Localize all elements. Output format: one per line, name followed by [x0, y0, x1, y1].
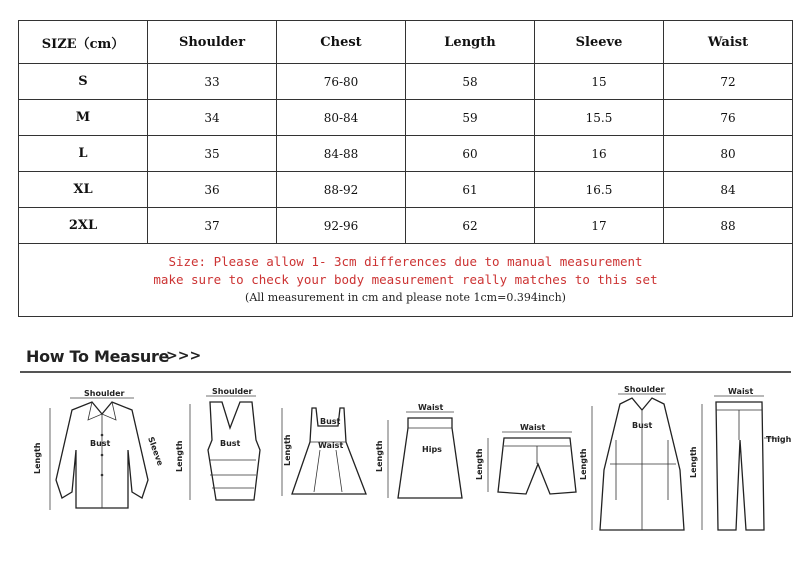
chest-cell: 76-80 [277, 64, 406, 100]
shoulder-label: Shoulder [84, 389, 125, 398]
shoulder-label: Shoulder [212, 387, 253, 396]
waist-label: Waist [318, 441, 344, 450]
bust-label: Bust [90, 439, 111, 448]
header-shoulder: Shoulder [148, 21, 277, 64]
divider [20, 371, 791, 373]
length-label: Length [475, 448, 484, 480]
sleeve-cell: 16 [535, 136, 664, 172]
waist-label: Waist [418, 403, 444, 412]
waist-cell: 72 [664, 64, 793, 100]
size-chart-table [18, 20, 793, 317]
header-size: SIZE（cm） [19, 21, 148, 64]
note-tolerance: Size: Please allow 1- 3cm differences due to manual measurement [168, 254, 643, 269]
skirt-icon [375, 403, 462, 498]
how-to-measure-arrows: >>> [166, 348, 202, 364]
waist-cell: 80 [664, 136, 793, 172]
size-chart-header-row [19, 21, 793, 64]
chest-cell: 80-84 [277, 100, 406, 136]
how-to-measure-title: How To Measure [26, 347, 170, 366]
shoulder-cell: 35 [148, 136, 277, 172]
size-cell: M [19, 100, 148, 136]
chest-cell: 84-88 [277, 136, 406, 172]
length-label: Length [175, 440, 184, 472]
waist-cell: 88 [664, 208, 793, 244]
bust-label: Bust [632, 421, 653, 430]
shoulder-cell: 33 [148, 64, 277, 100]
waist-label: Waist [520, 423, 546, 432]
table-row [19, 64, 793, 100]
chest-cell: 88-92 [277, 172, 406, 208]
table-row [19, 208, 793, 244]
sleeve-label: Sleeve [146, 435, 165, 467]
shoulder-cell: 36 [148, 172, 277, 208]
length-cell: 60 [406, 136, 535, 172]
trousers-icon [689, 387, 791, 530]
chest-cell: 92-96 [277, 208, 406, 244]
header-chest: Chest [277, 21, 406, 64]
length-cell: 59 [406, 100, 535, 136]
dress-icon [282, 408, 366, 496]
shoulder-label: Shoulder [624, 385, 665, 394]
shorts-icon [475, 423, 576, 494]
table-row [19, 172, 793, 208]
sleeve-cell: 15.5 [535, 100, 664, 136]
size-cell: S [19, 64, 148, 100]
note-check-body: make sure to check your body measurement really matches to this set [153, 272, 658, 287]
notes-cell [19, 244, 793, 317]
header-sleeve: Sleeve [535, 21, 664, 64]
length-label: Length [689, 446, 698, 478]
table-row [19, 100, 793, 136]
tank-top-icon [175, 387, 260, 500]
length-cell: 61 [406, 172, 535, 208]
waist-cell: 84 [664, 172, 793, 208]
measurement-diagrams [20, 380, 791, 550]
size-cell: 2XL [19, 208, 148, 244]
note-units: (All measurement in cm and please note 1cm=0.394inch) [245, 291, 566, 304]
bust-label: Bust [320, 417, 341, 426]
size-cell: XL [19, 172, 148, 208]
length-label: Length [375, 440, 384, 472]
blouse-icon [33, 389, 165, 510]
waist-cell: 76 [664, 100, 793, 136]
length-label: Length [283, 434, 292, 466]
shoulder-cell: 34 [148, 100, 277, 136]
table-row [19, 136, 793, 172]
length-label: Length [33, 442, 42, 474]
waist-label: Waist [728, 387, 754, 396]
size-cell: L [19, 136, 148, 172]
length-label: Length [579, 448, 588, 480]
length-cell: 58 [406, 64, 535, 100]
sleeve-cell: 16.5 [535, 172, 664, 208]
bust-label: Bust [220, 439, 241, 448]
sleeve-cell: 17 [535, 208, 664, 244]
shoulder-cell: 37 [148, 208, 277, 244]
length-cell: 62 [406, 208, 535, 244]
trench-coat-icon [579, 385, 684, 530]
hips-label: Hips [422, 445, 442, 454]
notes-row [19, 244, 793, 317]
header-length: Length [406, 21, 535, 64]
header-waist: Waist [664, 21, 793, 64]
sleeve-cell: 15 [535, 64, 664, 100]
thigh-label: Thigh [766, 435, 791, 444]
